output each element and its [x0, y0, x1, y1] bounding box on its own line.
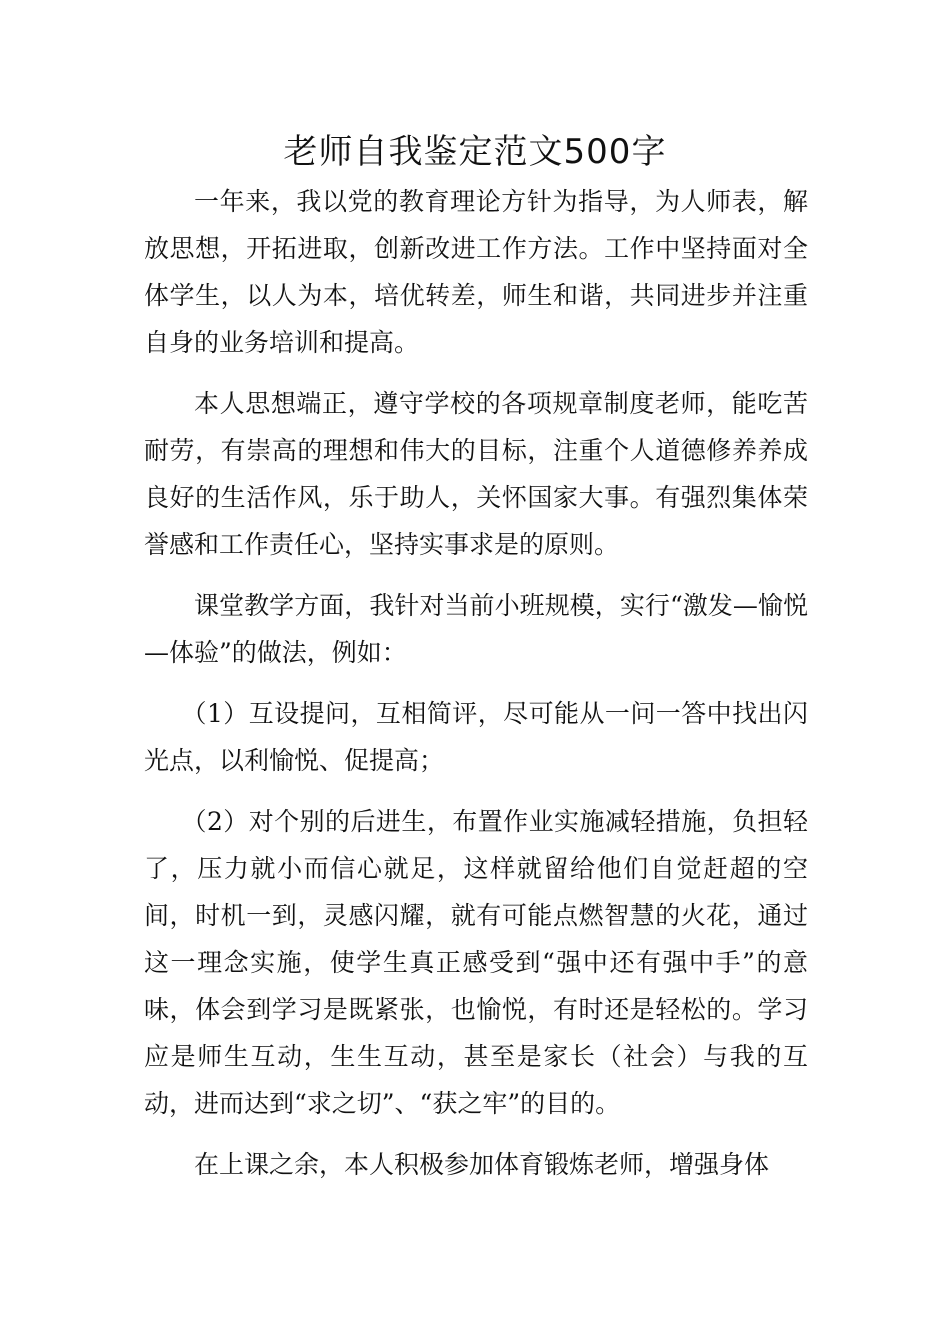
paragraph-intro: 一年来，我以党的教育理论方针为指导，为人师表，解放思想，开拓进取，创新改进工作方法。工作中坚持面对全体学生，以人为本，培优转差，师生和谐，共同进步并注重自身的业务培训和提高。: [144, 187, 808, 357]
paragraph-item-2: （2）对个别的后进生，布置作业实施减轻措施，负担轻了，压力就小而信心就足，这样就留给他们自觉赶超的空间，时机一到，灵感闪耀，就有可能点燃智慧的火花，通过这一理念实施，使学生真正感受到“强中还有强中手”的意味，体会到学习是既紧张，也愉悦，有时还是轻松的。学习应是师生互动，生生互动，甚至是家长（社会）与我的互动，进而达到“求之切”、“获之牢”的目的。: [144, 807, 808, 1118]
paragraph-item-1: （1）互设提问，互相简评，尽可能从一问一答中找出闪光点，以利愉悦、促提高；: [144, 699, 808, 775]
document-title: 老师自我鉴定范文500字: [283, 132, 667, 172]
paragraph-exercise: 在上课之余，本人积极参加体育锻炼老师，增强身体: [194, 1150, 770, 1179]
paragraph-teaching: 课堂教学方面，我针对当前小班规模，实行“激发—愉悦—体验”的做法，例如：: [144, 591, 808, 667]
paragraph-conduct: 本人思想端正，遵守学校的各项规章制度老师，能吃苦耐劳，有崇高的理想和伟大的目标，注重个人道德修养养成良好的生活作风，乐于助人，关怀国家大事。有强烈集体荣誉感和工作责任心，坚持实事求是的原则。: [144, 389, 808, 559]
document-body: [144, 178, 808, 1202]
